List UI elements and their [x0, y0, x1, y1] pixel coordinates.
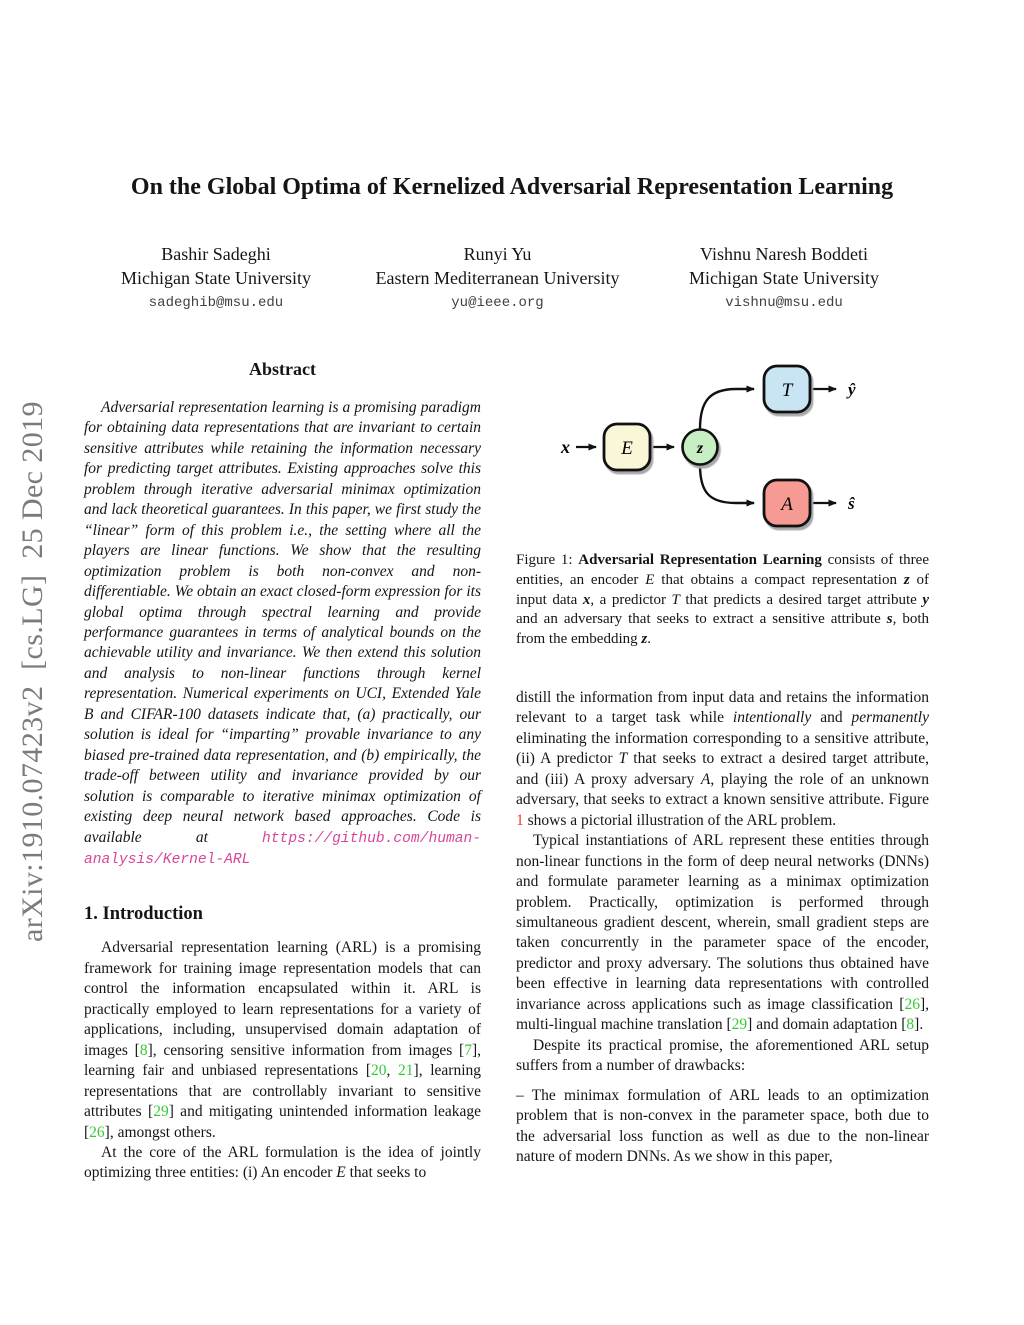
- text-segment: 26: [89, 1123, 105, 1141]
- encoder-label: E: [621, 438, 633, 459]
- text-segment: permanently: [851, 709, 929, 727]
- text-segment: Despite its practical promise, the aforementioned ARL setup suffers from a number of drawbacks:: [516, 1036, 929, 1075]
- text-segment: Adversarial representation learning is a promising paradigm for obtaining data representations that are invariant to certain sensitive attributes while retaining the information necessary for predicting target attributes. Existing approaches solve this problem through iterative adversarial minimax optimization and lack theoretical guarantees. In this paper, we first study the “linear” form of this problem i.e., the setting where all the players are linear functions. We show that the resulting optimization problem is both non-convex and non-differentiable. We obtain an exact closed-form expression for its global optima through spectral learning and provide performance guarantees in terms of analytical bounds on the achievable utility and invariance. We then extend this solution and analysis to non-linear functions through kernel representation. Numerical experiments on UCI, Extended Yale B and CIFAR-100 datasets indicate that, (a) practically, our solution is ideal for “imparting” provable invariance to any biased pre-trained data representation, and (b) empirically, the trade-off between utility and invariance provided by our solution is comparable to iterative minimax optimization of existing deep neural network based approaches. Code is available at: [84, 399, 481, 846]
- paper-title: On the Global Optima of Kernelized Adversarial Representation Learning: [130, 174, 894, 200]
- text-segment: T: [618, 750, 628, 768]
- text-segment: T: [671, 591, 680, 608]
- text-segment: 26: [904, 995, 920, 1013]
- text-segment: and an adversary that seeks to extract a sensitive attribute: [516, 611, 887, 628]
- text-segment: Typical instantiations of ARL represent these entities through non-linear functions in the form of deep neural networks (DNNs) and formulate parameter learning as a minimax optimization problem. Practically, optimization is performed through simultaneous gradient descent, wherein, small gradient steps are taken concurrently in the parameter space of the encoder, predictor and proxy adversary. The solutions thus obtained have been effective in learning data representations with controlled invariance across applications such as image classification [: [516, 832, 929, 1013]
- text-segment: 8: [139, 1041, 148, 1059]
- text-segment: intentionally: [732, 709, 812, 727]
- text-segment: ] and domain adaptation [: [747, 1016, 907, 1034]
- author-block: [0, 243, 1024, 313]
- text-segment: ], learning representations that are controllably invariant to sensitive attributes [: [84, 1062, 481, 1121]
- text-segment: eliminating the information corresponding to a sensitive attribute, (ii) A predictor: [516, 729, 929, 768]
- left-column: [84, 358, 481, 1184]
- body-paragraph-1: [516, 688, 929, 831]
- author-2-affiliation: Eastern Mediterranean University: [375, 268, 620, 288]
- text-segment: A: [700, 770, 711, 788]
- text-segment: 20: [371, 1062, 387, 1080]
- right-column: [516, 340, 929, 1167]
- author-3-affiliation: Michigan State University: [689, 268, 879, 288]
- sensitive-output-label: ŝ: [848, 494, 855, 513]
- text-segment: 7: [464, 1041, 472, 1059]
- text-segment: 21: [398, 1062, 414, 1080]
- figure-1-caption: [516, 551, 929, 650]
- text-segment: of input data: [516, 571, 930, 608]
- text-segment: , both from the embedding: [516, 611, 929, 648]
- text-segment: ], multi-lingual machine translation [: [516, 995, 929, 1034]
- text-segment: – The minimax formulation of ARL leads to an optimization problem that is non-convex in the parameter space, both due to the adversarial loss function as well as due to the non-linear nature of modern DNNs. As we show in this paper,: [516, 1086, 929, 1165]
- arxiv-watermark: arXiv:1910.07423v2 [cs.LG] 25 Dec 2019: [16, 401, 49, 942]
- text-segment: that predicts a desired target attribute: [679, 591, 923, 608]
- text-segment: that seeks to: [345, 1164, 427, 1182]
- author-3-name: Vishnu Naresh Boddeti: [700, 244, 868, 264]
- text-segment: , a predictor: [590, 591, 672, 608]
- text-segment: y: [922, 591, 929, 608]
- text-segment: E: [645, 571, 655, 588]
- figure-1-diagram: [516, 340, 929, 545]
- text-segment: ], learning fair and unbiased representations [: [84, 1041, 481, 1080]
- abstract-heading: Abstract: [249, 359, 316, 379]
- text-segment: Adversarial Representation Learning: [578, 552, 822, 568]
- text-segment: At the core of the ARL formulation is the idea of jointly optimizing three entities: (i) An encoder: [84, 1143, 481, 1182]
- introduction-paragraph-1: [84, 938, 481, 1143]
- text-segment: 29: [731, 1016, 748, 1034]
- text-segment: x: [582, 591, 591, 608]
- introduction-paragraph-2: [84, 1143, 481, 1184]
- body-paragraph-3: [516, 1036, 929, 1077]
- adversary-label: A: [781, 494, 793, 515]
- text-segment: 1: [516, 811, 524, 829]
- text-segment: E: [336, 1164, 346, 1182]
- text-segment: consists of three entities, an encoder: [516, 552, 929, 588]
- author-1: [60, 243, 372, 314]
- text-segment: .: [647, 631, 651, 648]
- text-segment: s: [886, 611, 893, 628]
- text-segment: z: [641, 631, 648, 648]
- drawback-item-1: [516, 1086, 929, 1168]
- right-column-body: [516, 688, 929, 1167]
- embedding-label: z: [696, 440, 704, 457]
- text-segment: and: [811, 709, 852, 727]
- input-label: x: [561, 437, 570, 457]
- text-segment: Figure 1:: [516, 552, 579, 568]
- text-segment: ].: [914, 1016, 924, 1034]
- author-2: [340, 243, 655, 314]
- author-2-name: Runyi Yu: [463, 244, 532, 264]
- body-paragraph-2: [516, 831, 929, 1036]
- text-segment: ] and mitigating unintended information leakage [: [84, 1103, 482, 1141]
- text-segment: 8: [906, 1016, 915, 1034]
- text-segment: , playing the role of an unknown adversary, that seeks to extract a known sensitive attribute. Figure: [516, 770, 930, 809]
- target-output-label: ŷ: [848, 380, 856, 399]
- text-segment: ,: [386, 1062, 399, 1080]
- author-3-email: vishnu@msu.edu: [725, 295, 843, 311]
- text-segment: that obtains a compact representation: [654, 571, 904, 588]
- code-repository-link[interactable]: https://github.com/human-analysis/Kernel-ARL: [84, 830, 481, 868]
- text-segment: distill the information from input data and retains the information relevant to a target task while: [516, 688, 929, 727]
- arrow-embedding-to-adversary: [700, 465, 754, 503]
- author-3: [628, 243, 940, 314]
- author-1-email: sadeghib@msu.edu: [148, 295, 284, 311]
- text-segment: ], censoring sensitive information from images [: [147, 1041, 465, 1059]
- abstract-paragraph: [84, 398, 481, 870]
- text-segment: shows a pictorial illustration of the ARL problem.: [523, 811, 837, 829]
- author-2-email: yu@ieee.org: [451, 295, 544, 311]
- introduction-heading: 1. Introduction: [84, 904, 203, 925]
- author-1-name: Bashir Sadeghi: [161, 244, 271, 264]
- author-1-affiliation: Michigan State University: [121, 268, 311, 288]
- text-segment: Adversarial representation learning (ARL) is a promising framework for training image representation models that can control the information encapsulated within it. ARL is practically employed to learn representations for a variety of applications, including, unsupervised domain adaptation of images [: [84, 939, 481, 1059]
- text-segment: that seeks to extract a desired target attribute, and (iii) A proxy adversary: [516, 750, 929, 788]
- arrow-embedding-to-predictor: [700, 389, 754, 429]
- predictor-label: T: [781, 380, 793, 401]
- text-segment: ], amongst others.: [104, 1123, 216, 1141]
- text-segment: 29: [153, 1103, 169, 1121]
- text-segment: z: [903, 571, 910, 588]
